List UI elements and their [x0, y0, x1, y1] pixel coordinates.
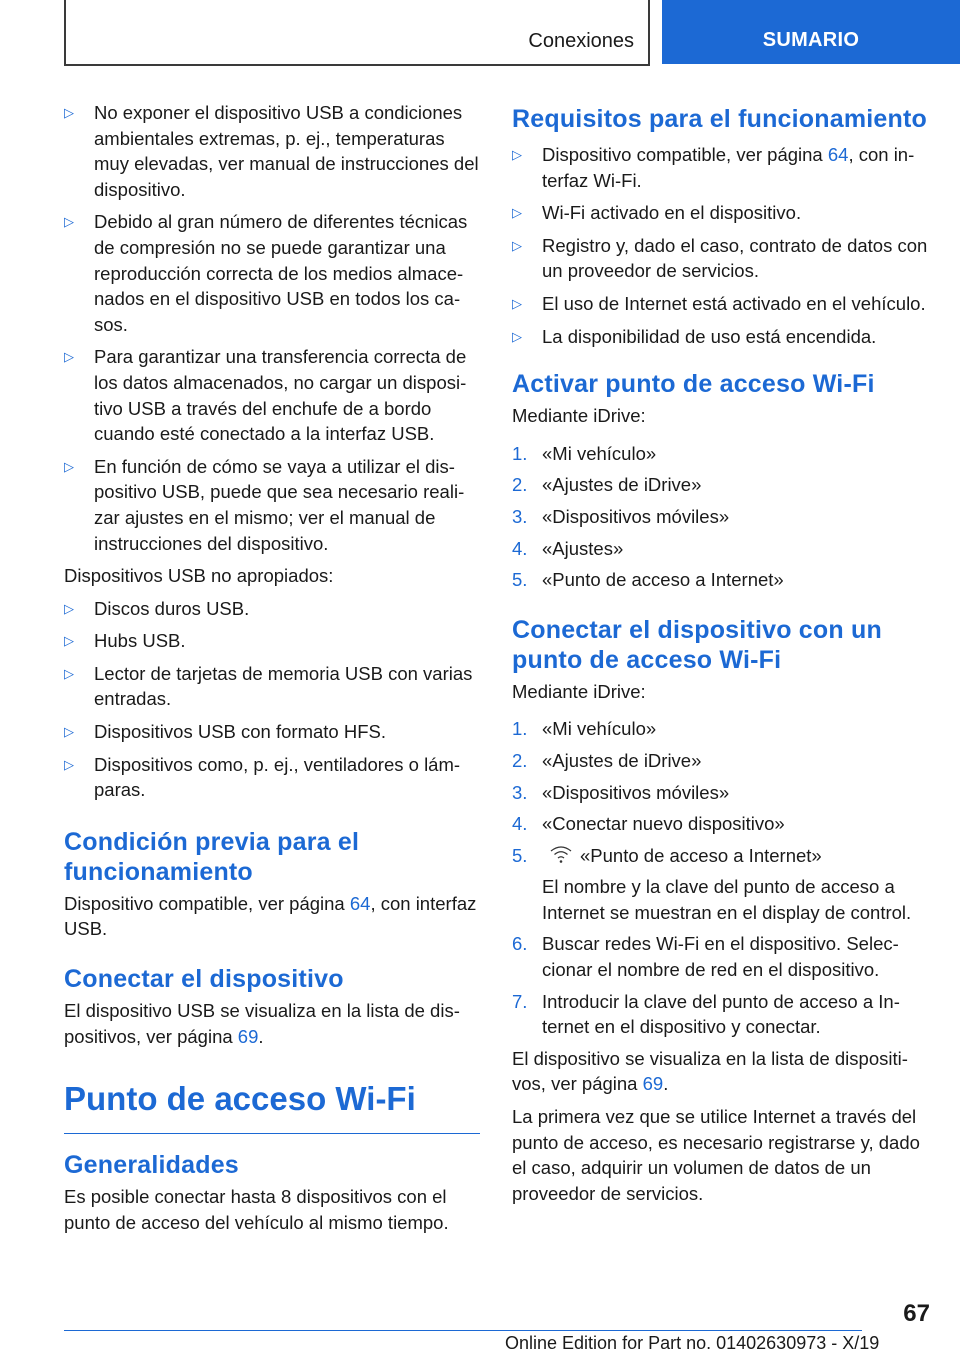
step-item: 3. «Dispositivos móviles» [512, 505, 730, 527]
heading-requisitos: Requisitos para el funcionamiento [512, 105, 927, 133]
step-item: 7. Introducir la clave del punto de acceso a Internet en el dispositivo y conectar. [512, 990, 900, 1038]
bullet-triangle-icon: ▷ [64, 756, 74, 772]
final-text: La primera vez que se utilice Internet a través del punto de acceso, es necesario registrarse y, dado el caso, adquirir un volumen de datos de un proveedor de servicios. [512, 1106, 920, 1204]
heading-generalidades: Generalidades [64, 1151, 239, 1180]
list-item: ▷ Dispositivo compatible, ver página 64, con interfaz Wi-Fi. [512, 144, 915, 191]
header-section-box [64, 0, 650, 66]
bullet-triangle-icon: ▷ [512, 237, 522, 253]
bullet-triangle-icon: ▷ [64, 214, 74, 230]
heading-activar: Activar punto de acceso Wi-Fi [512, 370, 875, 399]
section-title: Conexiones [528, 30, 634, 52]
list-item: ▷ Wi-Fi activado en el dispositivo. [512, 200, 932, 226]
list-item: ▷ En función de cómo se vaya a utilizar el dispositivo USB, puede que sea necesario realizar ajustes en el mismo; ver el manual de instrucciones del dispositivo. [64, 455, 465, 554]
chapter-heading: Punto de acceso Wi-Fi [64, 1080, 416, 1118]
bullet-triangle-icon: ▷ [64, 349, 74, 365]
usb-caution-list [64, 100, 480, 556]
list-item: ▷ Para garantizar una transferencia correcta de los datos almacenados, no cargar un dispositivo USB a través del enchufe de a bordo cuando esté conectado a la interfaz USB. [64, 346, 467, 445]
step-item: 1. «Mi vehículo» [512, 718, 657, 740]
step-item: 5. «Punto de acceso a Internet» El nombre y la clave del punto de acceso a Internet se muestran en el display de control. [512, 843, 932, 926]
heading-conectar: Conectar el dispositivo [64, 965, 344, 994]
list-item: ▷ No exponer el dispositivo USB a condiciones ambientales extremas, p. ej., temperaturas muy elevadas, ver manual de instrucciones del dispositivo. [64, 102, 479, 200]
page-link[interactable]: 64 [827, 144, 849, 165]
step-item: 5. «Punto de acceso a Internet» [512, 569, 784, 591]
bullet-triangle-icon: ▷ [64, 633, 74, 649]
bullet-triangle-icon: ▷ [512, 328, 522, 344]
list-item: ▷ Hubs USB. [64, 628, 480, 654]
step-item: 2. «Ajustes de iDrive» [512, 474, 702, 496]
step-item: 1. «Mi vehículo» [512, 442, 657, 464]
bullet-triangle-icon: ▷ [64, 665, 74, 681]
footer-divider [64, 1330, 862, 1331]
conectar-intro: Mediante iDrive: [512, 680, 646, 702]
bullet-triangle-icon: ▷ [512, 147, 522, 162]
bullet-triangle-icon: ▷ [64, 724, 74, 740]
wifi-icon [548, 844, 574, 864]
list-item: ▷ Registro y, dado el caso, contrato de datos con un proveedor de servicios. [512, 234, 928, 282]
page-header [0, 0, 960, 66]
sumario-button[interactable]: SUMARIO [662, 0, 960, 64]
step-note: El nombre y la clave del punto de acceso a Internet se muestran en el display de control. [542, 876, 912, 923]
left-column [64, 100, 480, 1242]
page-link[interactable]: 69 [642, 1073, 664, 1095]
step-item: 2. «Ajustes de iDrive» [512, 749, 702, 771]
unsuitable-intro: Dispositivos USB no apropiados: [64, 565, 334, 587]
bullet-triangle-icon: ▷ [64, 105, 74, 120]
edition-footer: Online Edition for Part no. 01402630973 - X/19 [505, 1333, 880, 1353]
page-link[interactable]: 64 [349, 892, 371, 914]
conectar-steps [512, 716, 932, 1040]
list-item: ▷ El uso de Internet está activado en el vehículo. [512, 291, 932, 317]
unsuitable-devices-list [64, 596, 480, 803]
bullet-triangle-icon: ▷ [512, 295, 522, 311]
bullet-triangle-icon: ▷ [64, 600, 74, 616]
page-link[interactable]: 69 [237, 1025, 259, 1047]
list-item: ▷ Dispositivos como, p. ej., ventiladores o lámparas. [64, 753, 461, 801]
list-item: ▷ Dispositivos USB con formato HFS. [64, 719, 480, 745]
step-item: 4. «Conectar nuevo dispositivo» [512, 813, 785, 835]
generalidades-text: Es posible conectar hasta 8 dispositivos con el punto de acceso del vehículo al mismo tiempo. [64, 1186, 449, 1233]
requisitos-list [512, 142, 932, 349]
list-item: ▷ Lector de tarjetas de memoria USB con varias entradas. [64, 662, 473, 710]
bullet-triangle-icon: ▷ [64, 458, 74, 474]
activar-intro: Mediante iDrive: [512, 405, 646, 427]
step-item: 4. «Ajustes» [512, 537, 624, 559]
heading-conectar-wifi: Conectar el dispositivo con un punto de acceso Wi-Fi [512, 615, 882, 674]
bullet-triangle-icon: ▷ [512, 205, 522, 221]
list-item: ▷ Debido al gran número de diferentes técnicas de compresión no se puede garantizar una reproducción correcta de los medios almacenados en el dispositivo USB en todos los casos. [64, 211, 468, 335]
step-item: 3. «Dispositivos móviles» [512, 781, 730, 803]
chapter-divider [64, 1133, 480, 1134]
step-item: 6. Buscar redes Wi-Fi en el dispositivo. Seleccionar el nombre de red en el dispositivo. [512, 933, 899, 981]
right-column [512, 100, 932, 1213]
list-item: ▷ La disponibilidad de uso está encendida. [512, 324, 932, 350]
list-item: ▷ Discos duros USB. [64, 596, 480, 622]
conectar-text: El dispositivo USB se visualiza en la lista de dispositivos, ver página 69. [64, 1000, 460, 1047]
activar-steps [512, 441, 932, 593]
list-visible-text: El dispositivo se visualiza en la lista de dispositivos, ver página 69. [512, 1047, 908, 1095]
condicion-text: Dispositivo compatible, ver página 64, con interfaz USB. [64, 892, 477, 940]
page-number: 67 [903, 1300, 930, 1327]
heading-condicion: Condición previa para el funcionamiento [64, 827, 360, 886]
